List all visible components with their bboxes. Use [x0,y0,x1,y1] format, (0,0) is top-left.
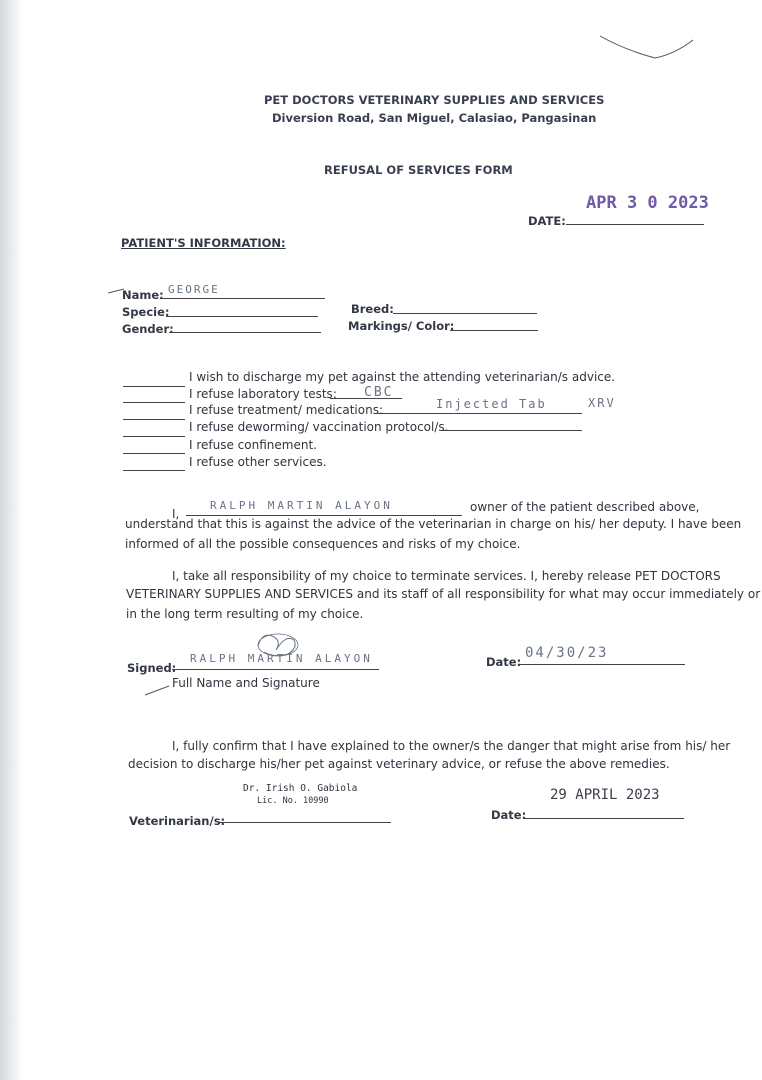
check-item-discharge: I wish to discharge my pet against the attending veterinarian/s advice. [189,370,616,384]
lab-tests-line[interactable] [330,398,402,399]
name-value: GEORGE [168,283,220,296]
treatment-value: Injected Tab [436,397,547,411]
statement-line3: informed of all the possible consequences and risks of my choice. [125,537,521,551]
veterinarian-line[interactable] [219,822,391,823]
company-name: PET DOCTORS VETERINARY SUPPLIES AND SERVICES [264,93,605,107]
corner-scribble [595,30,705,65]
check-blank-2[interactable] [123,402,185,403]
owner-name-value: RALPH MARTIN ALAYON [210,499,393,512]
check-item-confinement: I refuse confinement. [189,438,317,452]
owner-date-label: Date: [486,655,522,669]
responsibility-line3: in the long term resulting of my choice. [126,607,364,621]
check-item-other: I refuse other services. [189,455,327,469]
breed-label: Breed: [351,302,394,316]
treatment-line[interactable] [374,413,582,414]
vet-stamp-name: Dr. Irish O. Gabiola [243,783,358,794]
signed-line[interactable] [172,669,379,670]
markings-label: Markings/ Color: [348,319,455,333]
lab-tests-value: CBC [364,385,394,400]
check-item-lab-tests: I refuse laboratory tests: [189,387,337,401]
gender-line[interactable] [169,332,321,333]
statement-line2: understand that this is against the advice of the veterinarian in charge on his/ her deputy. I have been [125,517,742,531]
gender-label: Gender: [122,322,174,336]
owner-date-value: 04/30/23 [525,645,609,661]
check-item-treatment: I refuse treatment/ medications: [189,403,383,417]
date-stamp: APR 3 0 2023 [586,193,709,213]
vet-date-stamp: 29 APRIL 2023 [550,787,660,803]
signed-value: RALPH MARTIN ALAYON [190,652,373,665]
date-line[interactable] [566,224,704,225]
treatment-extra: XRV [588,396,616,410]
vet-date-label: Date: [491,808,527,822]
owner-date-line[interactable] [520,664,685,665]
breed-line[interactable] [393,313,537,314]
date-label: DATE: [528,214,566,228]
signed-label: Signed: [127,661,177,675]
pen-stroke-caption [143,683,173,699]
company-address: Diversion Road, San Miguel, Calasiao, Pangasinan [272,111,597,125]
form-title: REFUSAL OF SERVICES FORM [324,163,513,177]
confirmation-line1: I, fully confirm that I have explained to the owner/s the danger that might arise from his/ her [172,739,731,753]
check-blank-4[interactable] [123,436,185,437]
responsibility-line1: I, take all responsibility of my choice to terminate services. I, hereby release PET DOCTORS [172,569,721,583]
check-blank-1[interactable] [123,386,185,387]
markings-line[interactable] [450,330,538,331]
owner-name-line[interactable] [186,515,462,516]
statement-prefix: I, [172,507,180,521]
check-blank-6[interactable] [123,470,185,471]
statement-line1-end: owner of the patient described above, [470,500,700,514]
signed-caption: Full Name and Signature [172,676,320,690]
check-blank-5[interactable] [123,453,185,454]
deworming-line[interactable] [440,430,582,431]
vet-stamp-license: Lic. No. 10990 [257,796,329,806]
specie-label: Specie: [122,305,170,319]
check-blank-3[interactable] [123,419,185,420]
confirmation-line2: decision to discharge his/her pet against veterinary advice, or refuse the above remedies. [128,757,670,771]
name-line[interactable] [160,298,325,299]
responsibility-line2: VETERINARY SUPPLIES AND SERVICES and its staff of all responsibility for what may occur immediately or [126,587,761,601]
veterinarian-label: Veterinarian/s: [129,814,226,828]
patient-section-title: PATIENT'S INFORMATION: [121,236,286,250]
vet-date-line[interactable] [525,818,684,819]
specie-line[interactable] [166,316,318,317]
scan-shadow [0,0,22,1080]
name-label: Name: [122,288,164,302]
check-item-deworming: I refuse deworming/ vaccination protocol/s. [189,420,449,434]
